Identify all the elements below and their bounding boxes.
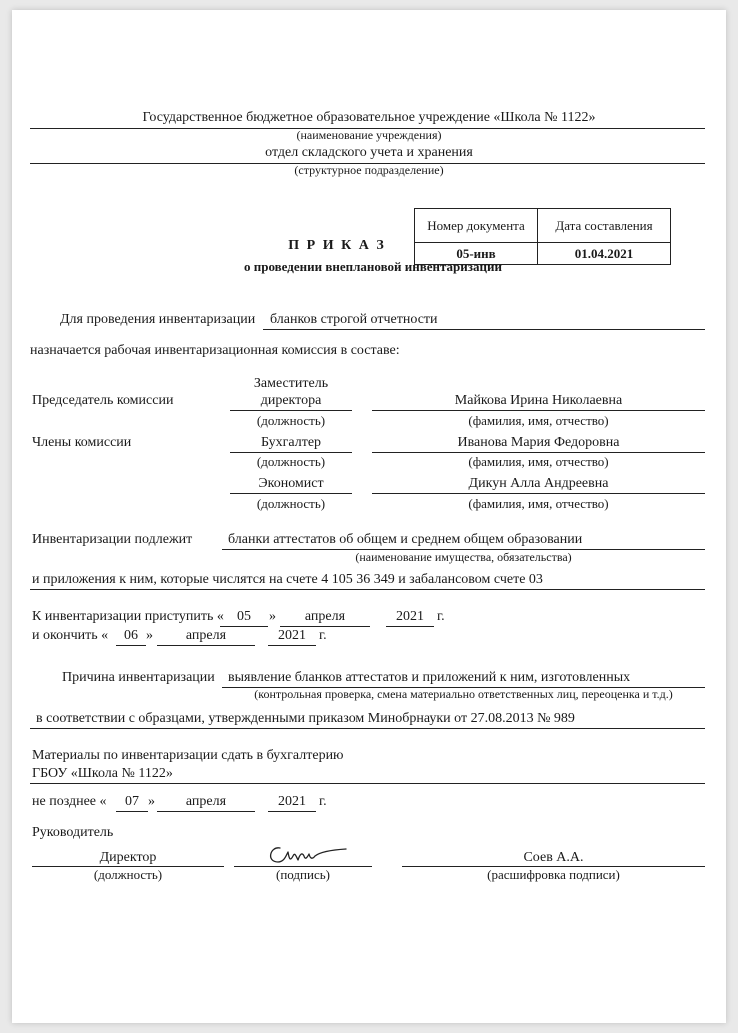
start-year-underline [386, 626, 434, 627]
handwritten-signature [260, 840, 350, 868]
reason-continuation-underline [30, 728, 705, 729]
department-name: отдел складского учета и хранения [265, 145, 473, 160]
chair-position-underline [230, 410, 352, 411]
member2-name-caption: (фамилия, имя, отчество) [468, 496, 609, 511]
reason-continuation: в соответствии с образцами, утвержденными приказом Минобрнауки от 27.08.2013 № 989 [36, 711, 575, 726]
end-year-suffix: г. [319, 628, 327, 643]
member2-position-underline [230, 493, 352, 494]
deadline-close-quote: » [148, 794, 155, 809]
end-day-underline [116, 645, 146, 646]
end-day: 06 [124, 628, 138, 643]
start-month-underline [280, 626, 370, 627]
materials-line1: Материалы по инвентаризации сдать в бухгалтерию [32, 748, 344, 763]
end-label: и окончить « [32, 628, 109, 643]
members-label: Члены комиссии [32, 435, 132, 450]
deadline-month: апреля [185, 794, 227, 809]
subject-continuation-underline [30, 589, 705, 590]
chair-position-line1: Заместитель [253, 376, 329, 391]
purpose-value: бланков строгой отчетности [270, 312, 438, 327]
purpose-underline [263, 329, 705, 330]
department-caption: (структурное подразделение) [294, 163, 444, 177]
materials-line2: ГБОУ «Школа № 1122» [32, 766, 173, 781]
member2-name: Дикун Алла Андреевна [468, 476, 609, 491]
doc-number-table [414, 208, 671, 265]
doc-date-value: 01.04.2021 [538, 243, 671, 265]
member1-name: Иванова Мария Федоровна [457, 435, 620, 450]
deadline-month-underline [157, 811, 255, 812]
member1-name-caption: (фамилия, имя, отчество) [468, 454, 609, 469]
start-close-quote: » [269, 609, 276, 624]
chair-position-caption: (должность) [256, 413, 326, 428]
start-year: 2021 [396, 609, 424, 624]
page-title: П Р И К А З [288, 238, 386, 253]
start-day-underline [220, 626, 268, 627]
page-subtitle: о проведении внеплановой инвентаризации [244, 259, 502, 274]
end-close-quote: » [146, 628, 153, 643]
end-year-underline [268, 645, 316, 646]
purpose-label: Для проведения инвентаризации [60, 312, 256, 327]
subject-value: бланки аттестатов об общем и среднем общем образовании [228, 532, 583, 547]
deadline-year-underline [268, 811, 316, 812]
start-month: апреля [304, 609, 346, 624]
doc-date-header: Дата составления [538, 209, 671, 243]
doc-number-value: 05-инв [415, 243, 538, 265]
head-name: Соев А.А. [523, 850, 584, 865]
start-day: 05 [237, 609, 251, 624]
commission-intro: назначается рабочая инвентаризационная комиссия в составе: [30, 343, 400, 358]
reason-value: выявление бланков аттестатов и приложений к ним, изготовленных [228, 670, 631, 685]
deadline-day: 07 [125, 794, 139, 809]
sign-caption: (подпись) [276, 867, 330, 882]
subject-label: Инвентаризации подлежит [32, 532, 193, 547]
member2-position: Экономист [258, 476, 324, 491]
chair-label: Председатель комиссии [32, 393, 174, 408]
reason-caption: (контрольная проверка, смена материально ответственных лиц, переоценка и т.д.) [254, 687, 673, 701]
doc-number-header: Номер документа [415, 209, 538, 243]
subject-caption: (наименование имущества, обязательства) [355, 550, 572, 564]
subject-continuation: и приложения к ним, которые числятся на счете 4 105 36 349 и забалансовом счете 03 [32, 572, 543, 587]
end-year: 2021 [278, 628, 306, 643]
chair-name-underline [372, 410, 705, 411]
end-month-underline [157, 645, 255, 646]
start-year-suffix: г. [437, 609, 445, 624]
chair-position-line2: директора [260, 393, 322, 408]
head-position-caption: (должность) [93, 867, 163, 882]
member1-position-caption: (должность) [256, 454, 326, 469]
head-label: Руководитель [32, 825, 114, 840]
materials-underline [30, 783, 705, 784]
head-name-caption: (расшифровка подписи) [487, 867, 620, 882]
chair-name: Майкова Ирина Николаевна [454, 393, 623, 408]
member1-position-underline [230, 452, 352, 453]
deadline-year-suffix: г. [319, 794, 327, 809]
institution-caption: (наименование учреждения) [296, 128, 442, 142]
member1-position: Бухгалтер [260, 435, 322, 450]
start-label: К инвентаризации приступить « [32, 609, 224, 624]
reason-label: Причина инвентаризации [62, 670, 215, 685]
document-sheet [12, 10, 726, 1023]
chair-name-caption: (фамилия, имя, отчество) [468, 413, 609, 428]
institution-name: Государственное бюджетное образовательное учреждение «Школа № 1122» [142, 110, 596, 125]
member2-name-underline [372, 493, 705, 494]
member2-position-caption: (должность) [256, 496, 326, 511]
deadline-label: не позднее « [32, 794, 107, 809]
deadline-year: 2021 [278, 794, 306, 809]
head-position: Директор [99, 850, 157, 865]
member1-name-underline [372, 452, 705, 453]
end-month: апреля [185, 628, 227, 643]
deadline-day-underline [116, 811, 148, 812]
